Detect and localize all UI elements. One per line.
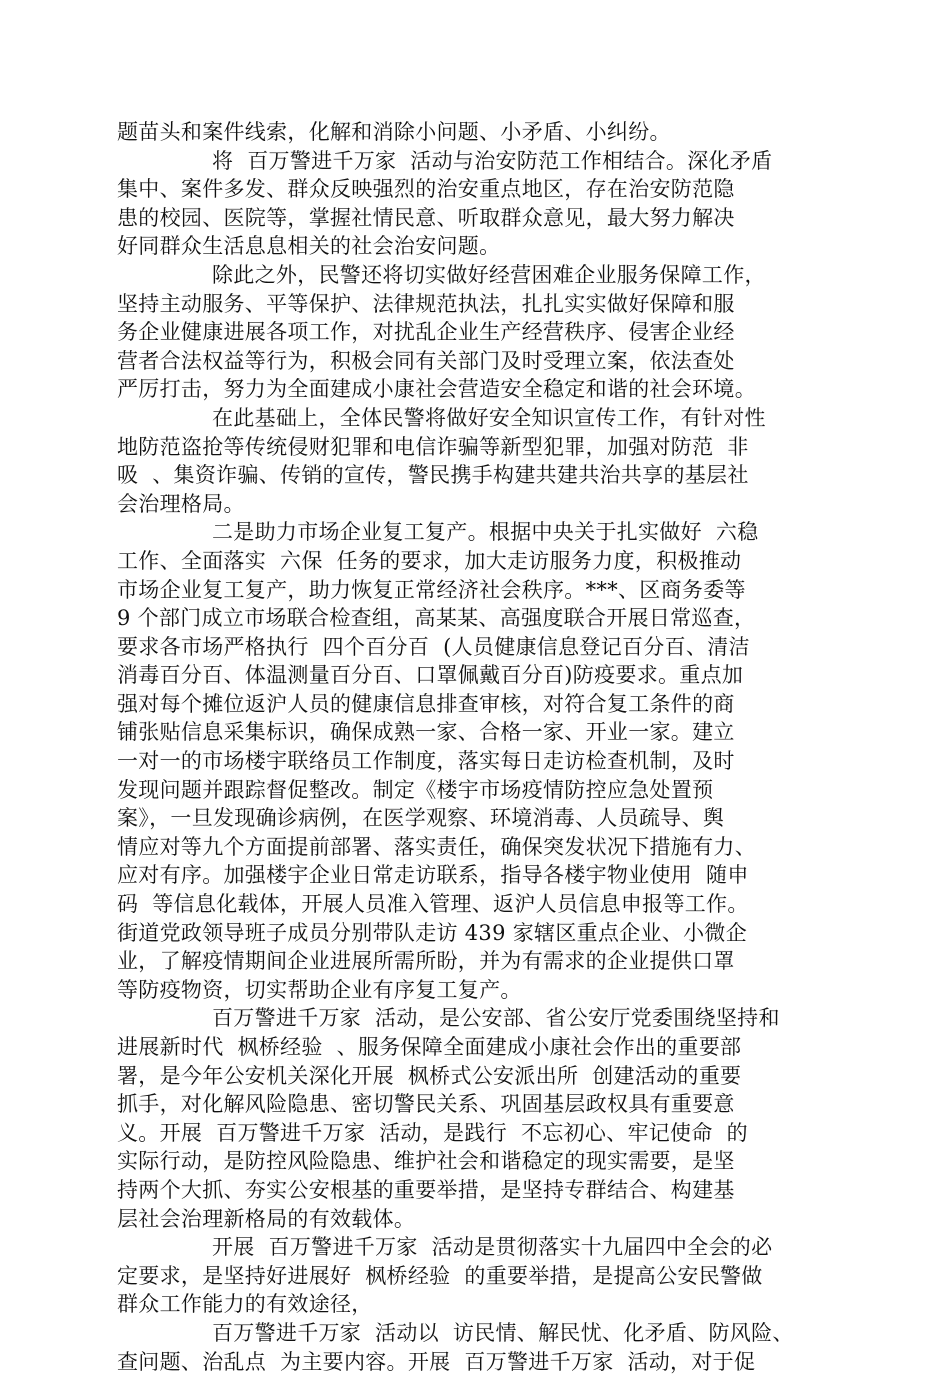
text-line: 查问题、治乱点 为主要内容。开展 百万警进千万家 活动，对于促 [117,1349,756,1374]
text-line: 地防范盗抢等传统侵财犯罪和电信诈骗等新型犯罪，加强对防范 非 [117,434,749,459]
document-page [117,118,829,1376]
text-line: 义。开展 百万警进千万家 活动，是践行 不忘初心、牢记使命 的 [117,1120,748,1145]
text-line: 情应对等九个方面提前部署、落实责任，确保突发状况下措施有力、 [117,834,756,859]
text-line: 要求各市场严格执行 四个百分百 (人员健康信息登记百分百、清洁 [117,634,750,659]
text-line: 应对有序。加强楼宇企业日常走访联系，指导各楼宇物业使用 随申 [117,863,749,888]
paragraph [117,518,829,1004]
text-line: 开展 百万警进千万家 活动是贯彻落实十九届四中全会的必 [212,1235,773,1260]
text-line: 铺张贴信息采集标识，确保成熟一家、合格一家、开业一家。建立 [117,720,735,745]
text-line: 吸 、集资诈骗、传销的宣传，警民携手构建共建共治共享的基层社 [117,463,749,488]
text-line: 营者合法权益等行为，积极会同有关部门及时受理立案，依法查处 [117,348,735,373]
text-line: 集中、案件多发、群众反映强烈的治安重点地区，存在治安防范隐 [117,177,735,202]
text-line: 消毒百分百、体温测量百分百、口罩佩戴百分百)防疫要求。重点加 [117,663,744,688]
text-line: 9 个部门成立市场联合检查组，高某某、高强度联合开展日常巡查， [117,606,756,631]
text-line: 市场企业复工复产，助力恢复正常经济社会秩序。***、区商务委等 [117,577,746,602]
text-line: 一对一的市场楼宇联络员工作制度，落实每日走访检查机制，及时 [117,749,735,774]
text-line: 等防疫物资，切实帮助企业有序复工复产。 [117,977,522,1002]
text-line: 好同群众生活息息相关的社会治安问题。 [117,234,501,259]
text-line: 患的校园、医院等，掌握社情民意、听取群众意见，最大努力解决 [117,205,735,230]
text-line: 将 百万警进千万家 活动与治安防范工作相结合。深化矛盾 [212,148,773,173]
text-line: 题苗头和案件线索，化解和消除小问题、小矛盾、小纠纷。 [117,120,671,144]
text-line: 群众工作能力的有效途径， [117,1292,373,1317]
text-line: 百万警进千万家 活动，是公安部、省公安厅党委围绕坚持和 [212,1006,780,1031]
text-line: 实际行动，是防控风险隐患、维护社会和谐稳定的现实需要，是坚 [117,1149,735,1174]
text-line: 坚持主动服务、平等保护、法律规范执法，扎扎实实做好保障和服 [117,291,735,316]
text-line: 抓手，对化解风险隐患、密切警民关系、巩固基层政权具有重要意 [117,1092,735,1117]
text-line: 案》，一旦发现确诊病例，在医学观察、环境消毒、人员疏导、舆 [117,806,725,831]
text-line: 工作、全面落实 六保 任务的要求，加大走访服务力度，积极推动 [117,548,742,573]
text-line: 二是助力市场企业复工复产。根据中央关于扎实做好 六稳 [212,520,759,545]
text-line: 会治理格局。 [117,491,245,516]
text-line: 务企业健康进展各项工作，对扰乱企业生产经营秩序、侵害企业经 [117,320,735,345]
paragraph [117,118,829,147]
text-line: 百万警进千万家 活动以 访民情、解民忧、化矛盾、防风险、 [212,1320,794,1345]
text-line: 层社会治理新格局的有效载体。 [117,1206,416,1231]
text-line: 码 等信息化载体，开展人员准入管理、返沪人员信息申报等工作。 [117,892,749,917]
paragraph [117,147,829,261]
text-line: 强对每个摊位返沪人员的健康信息排查审核，对符合复工条件的商 [117,691,735,716]
text-line: 发现问题并跟踪督促整改。制定《楼宇市场疫情防控应急处置预 [117,777,714,802]
text-line: 持两个大抓、夯实公安根基的重要举措，是坚持专群结合、构建基 [117,1177,735,1202]
paragraph [117,1004,829,1233]
text-line: 进展新时代 枫桥经验 、服务保障全面建成小康社会作出的重要部 [117,1035,742,1059]
text-line: 定要求，是坚持好进展好 枫桥经验 的重要举措，是提高公安民警做 [117,1263,763,1288]
text-line: 街道党政领导班子成员分别带队走访 439 家辖区重点企业、小微企 [117,920,748,945]
text-line: 严厉打击，努力为全面建成小康社会营造安全稳定和谐的社会环境。 [117,377,756,402]
text-line: 业，了解疫情期间企业进展所需所盼，并为有需求的企业提供口罩 [117,949,735,974]
paragraph [117,1319,829,1376]
text-line: 除此之外，民警还将切实做好经营困难企业服务保障工作， [212,262,766,287]
text-line: 在此基础上，全体民警将做好安全知识宣传工作，有针对性 [212,405,766,430]
paragraph [117,1233,829,1319]
text-line: 署，是今年公安机关深化开展 枫桥式公安派出所 创建活动的重要 [117,1063,742,1088]
paragraph [117,261,829,404]
paragraph [117,404,829,518]
